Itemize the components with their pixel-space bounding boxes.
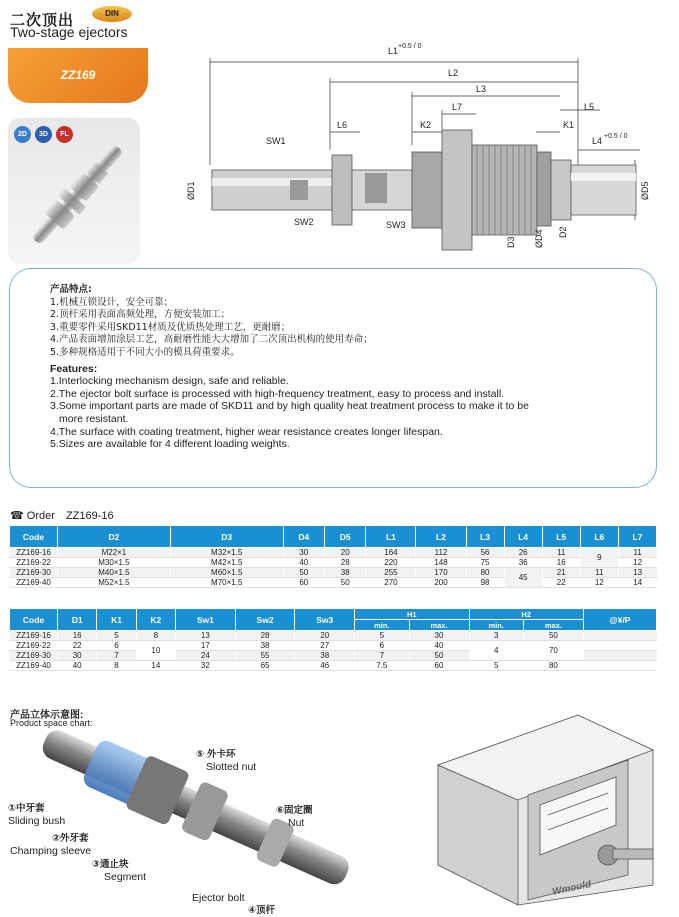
cell: 220 — [366, 558, 416, 568]
cell: 21 — [542, 568, 580, 578]
cell: 270 — [366, 578, 416, 588]
cell: 56 — [466, 548, 504, 558]
cell: 16 — [542, 558, 580, 568]
label-l1-tol: +0.5 / 0 — [398, 43, 422, 50]
part-label-ejector-bolt — [192, 892, 275, 917]
part-label-nut — [276, 804, 313, 829]
t1-header: Code — [10, 526, 58, 548]
t1-header: D5 — [325, 526, 366, 548]
feature-cn-5: 5.多种规格适用于不同大小的模具荷重要求。 — [50, 346, 240, 358]
cell: 5 — [469, 661, 523, 671]
part-cn: 顶杆 — [256, 905, 276, 916]
part-en: Nut — [288, 817, 305, 829]
part-en: Segment — [104, 871, 147, 883]
cell: 14 — [618, 578, 656, 588]
feature-en-3b: more resistant. — [59, 412, 129, 425]
label-k1: K1 — [563, 120, 575, 130]
label-d5: ØD5 — [640, 181, 650, 200]
label-k2: K2 — [420, 120, 432, 130]
part-label-sliding-bush — [8, 802, 65, 827]
table-row — [10, 558, 657, 568]
label-d2: D2 — [558, 226, 568, 238]
cell: ZZ169-30 — [10, 651, 58, 661]
cell: 148 — [416, 558, 466, 568]
cell: 40 — [58, 661, 97, 671]
label-l7: L7 — [452, 102, 463, 112]
part-cn: 固定圈 — [284, 805, 313, 816]
cell: 5 — [97, 631, 136, 641]
price-cell — [583, 631, 656, 641]
cell: 13 — [618, 568, 656, 578]
cell: 50 — [523, 631, 583, 641]
t2-header-h1: H1 — [355, 609, 469, 620]
part-en: Slotted nut — [206, 761, 257, 773]
label-d1: ØD1 — [186, 181, 196, 200]
table-row — [10, 641, 657, 651]
part-no: ⑥ — [276, 805, 285, 816]
feature-en-4: 4.The surface with coating treatment, higher wear resistance creates longer lifespan. — [50, 425, 443, 438]
feature-cn-2: 2.顶杆采用表面高频处理，方便安装加工； — [50, 309, 231, 321]
cell: 14 — [136, 661, 175, 671]
cell: 60 — [409, 661, 469, 671]
cell: 13 — [176, 631, 236, 641]
cell: 22 — [542, 578, 580, 588]
part-en: Sliding bush — [8, 815, 66, 827]
page-title-en: Two-stage ejectors — [10, 24, 128, 40]
label-sw1: SW1 — [266, 136, 286, 146]
cell: 38 — [295, 651, 355, 661]
cell: 22 — [58, 641, 97, 651]
mold-watermark: Wmould — [551, 878, 593, 898]
part-no: ④ — [248, 905, 257, 916]
feature-cn-3: 3.重要零件采用SKD11材质及优质热处理工艺，更耐磨； — [50, 321, 291, 333]
label-l6: L6 — [337, 120, 348, 130]
space-chart-title-cn: 产品立体示意图: — [10, 710, 84, 721]
cell: 65 — [235, 661, 295, 671]
cell: 38 — [235, 641, 295, 651]
cell: 50 — [409, 651, 469, 661]
features-heading-en: Features: — [50, 362, 98, 375]
cell: 12 — [618, 558, 656, 568]
cell: 20 — [295, 631, 355, 641]
t1-header: L4 — [504, 526, 542, 548]
table-row — [10, 578, 657, 588]
part-label-champing-sleeve — [10, 832, 91, 857]
cell: ZZ169-40 — [10, 578, 58, 588]
t2-subheader: min. — [355, 620, 409, 631]
cell: ZZ169-22 — [10, 641, 58, 651]
cell: M70×1.5 — [170, 578, 283, 588]
features-heading-cn: 产品特点: — [50, 284, 92, 295]
table-row — [10, 661, 657, 671]
part-no: ② — [52, 833, 61, 844]
price-cell — [583, 641, 656, 651]
din-badge: DIN — [92, 6, 132, 22]
t2-header: Code — [10, 609, 58, 631]
label-l5: L5 — [584, 102, 595, 112]
cell: 70 — [523, 641, 583, 661]
label-l1: L1 — [388, 46, 399, 56]
cell: M32×1.5 — [170, 548, 283, 558]
cell: 3 — [469, 631, 523, 641]
cell: M30×1.5 — [58, 558, 171, 568]
cell: ZZ169-30 — [10, 568, 58, 578]
t1-header: L3 — [466, 526, 504, 548]
cell: 28 — [325, 558, 366, 568]
cell: ZZ169-40 — [10, 661, 58, 671]
badge-3d[interactable]: 3D — [35, 126, 52, 143]
t1-header: L7 — [618, 526, 656, 548]
t1-header: D3 — [170, 526, 283, 548]
spec-table-2 — [9, 608, 657, 671]
t1-header: D2 — [58, 526, 171, 548]
cell: ZZ169-16 — [10, 548, 58, 558]
cell: M52×1.5 — [58, 578, 171, 588]
label-l4-tol: +0.5 / 0 — [604, 133, 628, 140]
cell: 112 — [416, 548, 466, 558]
spec-table-1 — [9, 525, 657, 588]
cell: 5 — [355, 631, 409, 641]
mold-illustration — [428, 705, 668, 910]
badge-2d[interactable]: 2D — [14, 126, 31, 143]
label-sw2: SW2 — [294, 217, 314, 227]
part-label-slotted-nut — [196, 748, 256, 773]
dimension-drawing — [180, 40, 670, 265]
cell: 8 — [136, 631, 175, 641]
t2-header-h2: H2 — [469, 609, 583, 620]
cell: 28 — [235, 631, 295, 641]
cell: 50 — [325, 578, 366, 588]
price-cell — [583, 661, 656, 671]
cell: 30 — [409, 631, 469, 641]
cell: 80 — [466, 568, 504, 578]
cell: 40 — [283, 558, 324, 568]
cell: 30 — [283, 548, 324, 558]
cell: 11 — [542, 548, 580, 558]
feature-en-5: 5.Sizes are available for 4 different loading weights. — [50, 438, 290, 451]
cell: 55 — [235, 651, 295, 661]
label-l4: L4 — [592, 136, 603, 146]
t1-header: L1 — [366, 526, 416, 548]
cell: 170 — [416, 568, 466, 578]
feature-en-2: 2.The ejector bolt surface is processed with high-frequency treatment, easy to process and install. — [50, 387, 505, 400]
cell: ZZ169-22 — [10, 558, 58, 568]
t1-header: L2 — [416, 526, 466, 548]
product-code-banner: ZZ169 — [8, 48, 148, 103]
cell: 20 — [325, 548, 366, 558]
t2-header: Sw2 — [235, 609, 295, 631]
cell: 38 — [325, 568, 366, 578]
cell: M22×1 — [58, 548, 171, 558]
cell: 26 — [504, 548, 542, 558]
cell: 17 — [176, 641, 236, 651]
label-l2: L2 — [448, 68, 459, 78]
cell: 12 — [580, 578, 618, 588]
part-en: Ejector bolt — [192, 892, 245, 904]
cell: 24 — [176, 651, 236, 661]
cell: 40 — [409, 641, 469, 651]
cell: 75 — [466, 558, 504, 568]
part-cn: 中牙套 — [16, 803, 45, 814]
cell: M42×1.5 — [170, 558, 283, 568]
cell: 98 — [466, 578, 504, 588]
cell: 9 — [580, 548, 618, 568]
t2-header: Sw3 — [295, 609, 355, 631]
table-row — [10, 548, 657, 558]
cell: 11 — [618, 548, 656, 558]
t2-subheader: max. — [523, 620, 583, 631]
part-cn: 外牙套 — [60, 833, 89, 844]
order-example: ZZ169-16 — [65, 510, 114, 522]
badge-fl[interactable]: FL — [56, 126, 73, 143]
cell: 50 — [283, 568, 324, 578]
t2-header: Sw1 — [176, 609, 236, 631]
cell: 164 — [366, 548, 416, 558]
part-en: Champing sleeve — [10, 845, 92, 857]
table-row — [10, 631, 657, 641]
t2-header: K1 — [97, 609, 136, 631]
cell: 6 — [355, 641, 409, 651]
feature-en-3: 3.Some important parts are made of SKD11 and by high quality heat treatment process to make it to be — [50, 400, 529, 413]
features-text — [50, 284, 529, 451]
cell: 7 — [355, 651, 409, 661]
cell: 4 — [469, 641, 523, 661]
t1-header: L6 — [580, 526, 618, 548]
t1-header: L5 — [542, 526, 580, 548]
table-row — [10, 568, 657, 578]
part-no: ① — [8, 803, 17, 814]
feature-cn-4: 4.产品表面增加涂层工艺，高耐磨性能大大增加了二次顶出机构的使用寿命； — [50, 334, 373, 346]
order-line — [10, 509, 114, 522]
feature-cn-1: 1.机械互锁设计，安全可靠； — [50, 296, 174, 308]
cell: M40×1.5 — [58, 568, 171, 578]
cell: 7 — [97, 651, 136, 661]
part-no: ⑤ — [196, 749, 205, 760]
t2-subheader: max. — [409, 620, 469, 631]
cell: 27 — [295, 641, 355, 651]
feature-en-1: 1.Interlocking mechanism design, safe and reliable. — [50, 375, 289, 388]
cell: 16 — [58, 631, 97, 641]
t2-header-price: @¥/P — [583, 609, 656, 631]
cell: 255 — [366, 568, 416, 578]
cell: 6 — [97, 641, 136, 651]
t2-subheader: min. — [469, 620, 523, 631]
label-sw3: SW3 — [386, 220, 406, 230]
cell: 11 — [580, 568, 618, 578]
t2-header: D1 — [58, 609, 97, 631]
label-l3: L3 — [476, 84, 487, 94]
t2-header: K2 — [136, 609, 175, 631]
cell: 32 — [176, 661, 236, 671]
cell: 60 — [283, 578, 324, 588]
cell: 7.5 — [355, 661, 409, 671]
part-cn: 外卡环 — [206, 749, 236, 760]
cell: M60×1.5 — [170, 568, 283, 578]
cell: 8 — [97, 661, 136, 671]
label-d3: D3 — [506, 236, 516, 248]
space-chart-title-en: Product space chart: — [10, 718, 93, 728]
cell: 30 — [58, 651, 97, 661]
cell: 200 — [416, 578, 466, 588]
cell: ZZ169-16 — [10, 631, 58, 641]
page-title-cn: 二次顶出 — [10, 12, 75, 29]
cell: 46 — [295, 661, 355, 671]
price-cell — [583, 651, 656, 661]
part-no: ③ — [92, 859, 101, 870]
order-label: Order — [26, 510, 55, 522]
product-photo — [20, 140, 135, 250]
part-cn: 通止块 — [100, 859, 129, 870]
cell: 36 — [504, 558, 542, 568]
t1-header: D4 — [283, 526, 324, 548]
part-label-segment — [92, 858, 146, 883]
cell: 80 — [523, 661, 583, 671]
phone-icon: ☎ — [10, 510, 24, 522]
cell: 10 — [136, 641, 175, 661]
cell: 45 — [504, 568, 542, 588]
label-d4: ØD4 — [534, 229, 544, 248]
